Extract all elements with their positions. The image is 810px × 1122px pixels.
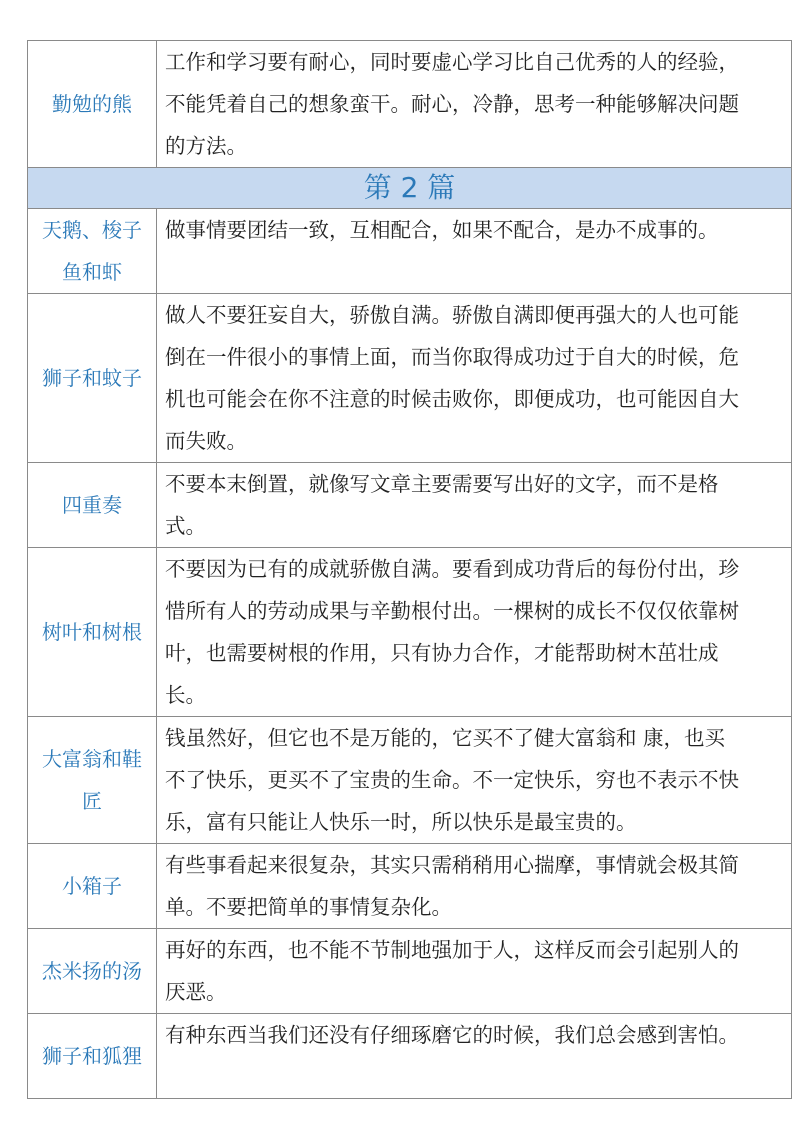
lesson-line: 不要本末倒置，就像写文章主要需要写出好的文字，而不是格 [165,472,719,496]
fable-title: 树叶和树根 [28,548,157,717]
lesson-line: 叶，也需要树根的作用，只有协力合作，才能帮助树木茁壮成 [165,641,719,665]
lesson-line: 单。不要把简单的事情复杂化。 [165,895,452,919]
lesson-line: 钱虽然好，但它也不是万能的，它买不了健大富翁和 康，也买 [165,726,726,750]
lesson-line: 有种东西当我们还没有仔细琢磨它的时候，我们总会感到害怕。 [165,1023,739,1047]
fable-lesson [157,844,792,929]
table-row [28,844,792,929]
fable-lesson [157,294,792,463]
lesson-line: 惜所有人的劳动成果与辛勤根付出。一棵树的成长不仅仅依靠树 [165,599,739,623]
table-row [28,294,792,463]
lesson-line: 厌恶。 [165,980,227,1004]
table-row [28,41,792,168]
fable-lesson [157,1014,792,1099]
lesson-line: 不要因为已有的成就骄傲自满。要看到成功背后的每份付出，珍 [165,557,739,581]
fable-lesson [157,717,792,844]
lesson-line: 做人不要狂妄自大，骄傲自满。骄傲自满即便再强大的人也可能 [165,303,739,327]
fable-title: 天鹅、梭子鱼和虾 [28,209,157,294]
fable-lesson [157,463,792,548]
lesson-line: 不了快乐，更买不了宝贵的生命。不一定快乐，穷也不表示不快 [165,768,739,792]
fable-title: 勤勉的熊 [28,41,157,168]
fable-title: 杰米扬的汤 [28,929,157,1014]
lesson-line: 机也可能会在你不注意的时候击败你，即便成功，也可能因自大 [165,387,739,411]
lesson-line: 而失败。 [165,429,247,453]
lesson-line: 式。 [165,514,206,538]
lesson-line: 倒在一件很小的事情上面，而当你取得成功过于自大的时候，危 [165,345,739,369]
table-row [28,929,792,1014]
lesson-line: 不能凭着自己的想象蛮干。耐心，冷静，思考一种能够解决问题 [165,92,739,116]
section-header-row [28,168,792,209]
fable-lesson [157,209,792,294]
lesson-line: 有些事看起来很复杂，其实只需稍稍用心揣摩，事情就会极其简 [165,853,739,877]
fable-title: 狮子和蚊子 [28,294,157,463]
fable-lesson [157,929,792,1014]
fable-lessons-table [27,40,792,1099]
fable-title: 狮子和狐狸 [28,1014,157,1099]
lesson-line: 的方法。 [165,134,247,158]
table-row [28,209,792,294]
lesson-line: 做事情要团结一致，互相配合，如果不配合，是办不成事的。 [165,218,719,242]
fable-lesson [157,41,792,168]
fable-lesson [157,548,792,717]
table-row [28,1014,792,1099]
section-header: 第 2 篇 [28,168,792,209]
table-row [28,548,792,717]
fable-title: 小箱子 [28,844,157,929]
table-row [28,717,792,844]
lesson-line: 长。 [165,683,206,707]
lesson-line: 乐，富有只能让人快乐一时，所以快乐是最宝贵的。 [165,810,637,834]
fable-title: 大富翁和鞋匠 [28,717,157,844]
lesson-line: 工作和学习要有耐心，同时要虚心学习比自己优秀的人的经验， [165,50,739,74]
fable-title: 四重奏 [28,463,157,548]
lesson-line: 再好的东西，也不能不节制地强加于人，这样反而会引起别人的 [165,938,739,962]
table-row [28,463,792,548]
